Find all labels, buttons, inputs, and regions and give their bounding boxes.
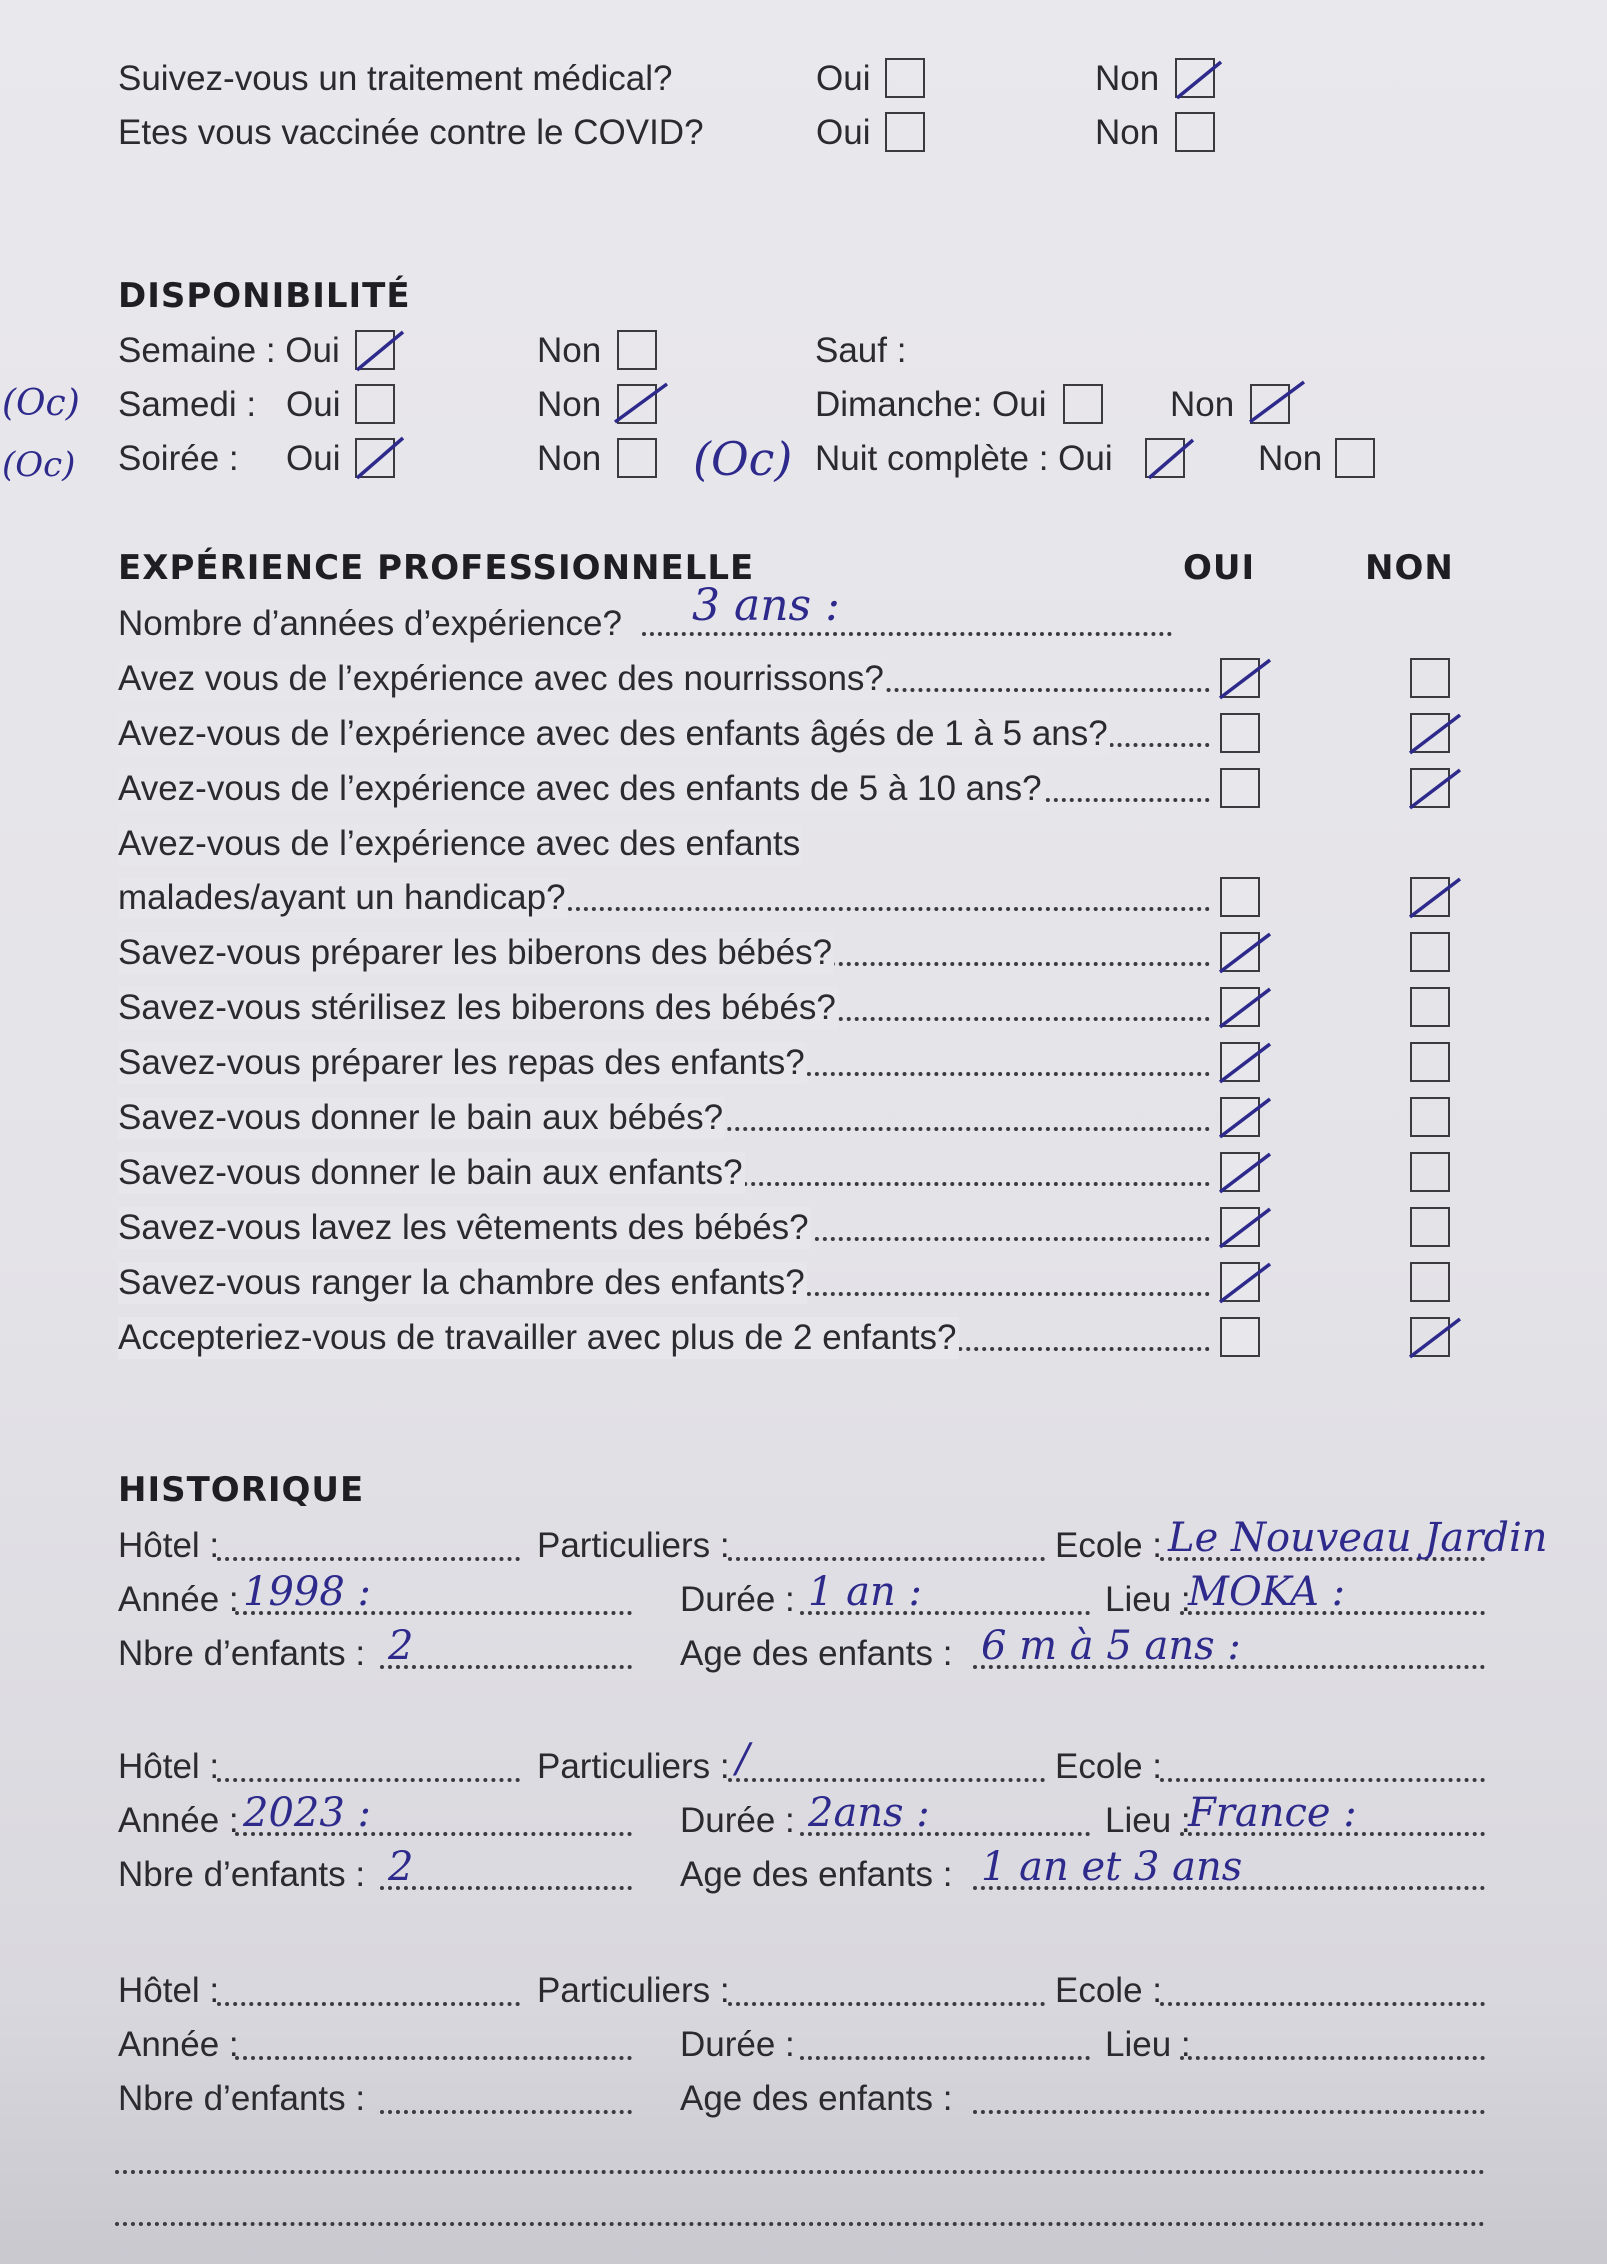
historique-dotted-line-ecole[interactable] — [1160, 2002, 1485, 2006]
experience-non-checkbox[interactable] — [1410, 768, 1450, 808]
historique-label-age: Age des enfants : — [680, 1634, 953, 1673]
check-mark-icon — [1406, 703, 1462, 763]
years-experience-dotted-line — [642, 632, 1172, 636]
historique-dotted-line-annee[interactable] — [235, 2056, 632, 2060]
historique-value-particuliers[interactable]: / — [736, 1736, 750, 1782]
historique-dotted-line-nbre[interactable] — [380, 2110, 632, 2114]
handwritten-note-nuit: (Oc) — [693, 432, 793, 486]
section-heading-historique: HISTORIQUE — [118, 1470, 365, 1510]
medical-question-2: Etes vous vaccinée contre le COVID? — [118, 113, 704, 152]
experience-non-checkbox[interactable] — [1410, 1317, 1450, 1357]
soiree-oui-label: Oui — [286, 439, 341, 478]
historique-dotted-line-nbre[interactable] — [380, 1665, 632, 1669]
sauf-label: Sauf : — [815, 331, 907, 370]
experience-question-text: Savez-vous ranger la chambre des enfants? — [118, 1263, 805, 1302]
historique-label-duree: Durée : — [680, 1801, 795, 1840]
semaine-non-checkbox[interactable] — [617, 330, 657, 370]
medical-1-oui-checkbox[interactable] — [885, 58, 925, 98]
section-heading-experience: EXPÉRIENCE PROFESSIONNELLE — [118, 548, 755, 588]
historique-label-nbre: Nbre d’enfants : — [118, 2079, 366, 2118]
soiree-label: Soirée : — [118, 439, 239, 478]
experience-non-checkbox[interactable] — [1410, 658, 1450, 698]
historique-label-ecole: Ecole : — [1055, 1747, 1162, 1786]
soiree-non-label: Non — [537, 439, 602, 478]
historique-value-nbre[interactable]: 2 — [388, 1623, 414, 1669]
historique-label-ecole: Ecole : — [1055, 1526, 1162, 1565]
experience-non-checkbox[interactable] — [1410, 1042, 1450, 1082]
check-mark-icon — [1406, 758, 1462, 818]
historique-dotted-line-particuliers[interactable] — [728, 2002, 1045, 2006]
historique-label-particuliers: Particuliers : — [537, 1747, 730, 1786]
check-mark-icon — [1141, 428, 1197, 488]
samedi-oui-label: Oui — [286, 385, 341, 424]
historique-label-hotel: Hôtel : — [118, 1971, 220, 2010]
historique-label-particuliers: Particuliers : — [537, 1971, 730, 2010]
historique-dotted-line-lieu[interactable] — [1180, 2056, 1485, 2060]
semaine-oui-checkbox[interactable] — [355, 330, 395, 370]
experience-oui-checkbox[interactable] — [1220, 877, 1260, 917]
check-mark-icon — [1216, 1087, 1272, 1147]
check-mark-icon — [613, 374, 669, 434]
check-mark-icon — [1216, 977, 1272, 1037]
experience-non-checkbox[interactable] — [1410, 987, 1450, 1027]
historique-label-annee: Année : — [118, 2025, 239, 2064]
column-header-non: NON — [1365, 548, 1454, 588]
historique-dotted-line-particuliers[interactable] — [728, 1778, 1045, 1782]
samedi-non-checkbox[interactable] — [617, 384, 657, 424]
historique-label-hotel: Hôtel : — [118, 1526, 220, 1565]
nuit-complete-label: Nuit complète : Oui — [815, 439, 1113, 478]
historique-label-ecole: Ecole : — [1055, 1971, 1162, 2010]
experience-non-checkbox[interactable] — [1410, 1262, 1450, 1302]
check-mark-icon — [1216, 1252, 1272, 1312]
experience-non-checkbox[interactable] — [1410, 932, 1450, 972]
historique-label-annee: Année : — [118, 1801, 239, 1840]
historique-label-hotel: Hôtel : — [118, 1747, 220, 1786]
historique-label-duree: Durée : — [680, 1580, 795, 1619]
samedi-non-label: Non — [537, 385, 602, 424]
historique-dotted-line-ecole[interactable] — [1160, 1778, 1485, 1782]
experience-oui-checkbox[interactable] — [1220, 1152, 1260, 1192]
years-experience-value[interactable]: 3 ans : — [692, 580, 840, 631]
soiree-non-checkbox[interactable] — [617, 438, 657, 478]
experience-question-text: Accepteriez-vous de travailler avec plus de 2 enfants? — [118, 1318, 957, 1357]
experience-oui-checkbox[interactable] — [1220, 987, 1260, 1027]
check-mark-icon — [1216, 648, 1272, 708]
medical-question-1: Suivez-vous un traitement médical? — [118, 59, 673, 98]
check-mark-icon — [1216, 1197, 1272, 1257]
historique-value-annee[interactable]: 2023 : — [243, 1790, 371, 1836]
medical-2-non-checkbox[interactable] — [1175, 112, 1215, 152]
check-mark-icon — [1216, 1142, 1272, 1202]
experience-oui-checkbox[interactable] — [1220, 1097, 1260, 1137]
historique-label-duree: Durée : — [680, 2025, 795, 2064]
experience-question-text: Savez-vous préparer les biberons des bébés? — [118, 933, 833, 972]
experience-non-checkbox[interactable] — [1410, 877, 1450, 917]
experience-question-text: Savez-vous donner le bain aux enfants? — [118, 1153, 743, 1192]
semaine-label: Semaine : Oui — [118, 331, 340, 370]
experience-oui-checkbox[interactable] — [1220, 1042, 1260, 1082]
check-mark-icon — [351, 320, 407, 380]
historique-value-annee[interactable]: 1998 : — [243, 1569, 371, 1615]
medical-2-oui-checkbox[interactable] — [885, 112, 925, 152]
historique-label-particuliers: Particuliers : — [537, 1526, 730, 1565]
experience-oui-checkbox[interactable] — [1220, 658, 1260, 698]
experience-leader-dots — [560, 907, 1210, 911]
handwritten-note-samedi: (Oc) — [2, 383, 80, 424]
experience-question-text: Savez-vous préparer les repas des enfants? — [118, 1043, 805, 1082]
experience-question-text: Avez-vous de l’expérience avec des enfants âgés de 1 à 5 ans? — [118, 714, 1108, 753]
historique-label-nbre: Nbre d’enfants : — [118, 1634, 366, 1673]
historique-dotted-line-hotel[interactable] — [217, 1557, 520, 1561]
historique-value-nbre[interactable]: 2 — [388, 1844, 414, 1890]
historique-label-age: Age des enfants : — [680, 1855, 953, 1894]
column-header-oui: OUI — [1183, 548, 1256, 588]
experience-non-checkbox[interactable] — [1410, 1152, 1450, 1192]
experience-question-text: Avez-vous de l’expérience avec des enfants de 5 à 10 ans? — [118, 769, 1042, 808]
experience-question-text: Avez-vous de l’expérience avec des enfants — [118, 824, 801, 863]
historique-label-age: Age des enfants : — [680, 2079, 953, 2118]
historique-label-nbre: Nbre d’enfants : — [118, 1855, 366, 1894]
historique-dotted-line-age[interactable] — [973, 2110, 1485, 2114]
historique-value-duree[interactable]: 2ans : — [808, 1790, 930, 1836]
historique-dotted-line-nbre[interactable] — [380, 1886, 632, 1890]
check-mark-icon — [1216, 1032, 1272, 1092]
semaine-non-label: Non — [537, 331, 602, 370]
samedi-label: Samedi : — [118, 385, 257, 424]
experience-question-text: Savez-vous stérilisez les biberons des bébés? — [118, 988, 836, 1027]
dimanche-non-checkbox[interactable] — [1250, 384, 1290, 424]
experience-oui-checkbox[interactable] — [1220, 1317, 1260, 1357]
medical-1-non-checkbox[interactable] — [1175, 58, 1215, 98]
handwritten-note-soiree: (Oc) — [2, 445, 76, 485]
check-mark-icon — [1406, 867, 1462, 927]
historique-dotted-line-hotel[interactable] — [217, 2002, 520, 2006]
dimanche-label: Dimanche: Oui — [815, 385, 1047, 424]
section-heading-disponibilite: DISPONIBILITÉ — [118, 276, 411, 316]
historique-value-age[interactable]: 6 m à 5 ans : — [981, 1623, 1241, 1669]
historique-value-duree[interactable]: 1 an : — [808, 1569, 922, 1615]
historique-label-lieu: Lieu : — [1105, 2025, 1191, 2064]
experience-oui-checkbox[interactable] — [1220, 1207, 1260, 1247]
medical-non-label-2: Non — [1095, 113, 1160, 152]
experience-oui-checkbox[interactable] — [1220, 1262, 1260, 1302]
experience-non-checkbox[interactable] — [1410, 713, 1450, 753]
historique-label-lieu: Lieu : — [1105, 1580, 1191, 1619]
experience-non-checkbox[interactable] — [1410, 1207, 1450, 1247]
samedi-oui-checkbox[interactable] — [355, 384, 395, 424]
historique-value-lieu[interactable]: France : — [1188, 1790, 1357, 1836]
historique-value-lieu[interactable]: MOKA : — [1188, 1569, 1346, 1615]
check-mark-icon — [1246, 374, 1302, 434]
historique-dotted-line-duree[interactable] — [800, 2056, 1090, 2060]
experience-oui-checkbox[interactable] — [1220, 932, 1260, 972]
historique-dotted-line-particuliers[interactable] — [728, 1557, 1045, 1561]
medical-non-label-1: Non — [1095, 59, 1160, 98]
extra-dotted-line-2[interactable] — [115, 2222, 1485, 2226]
experience-oui-checkbox[interactable] — [1220, 713, 1260, 753]
historique-label-lieu: Lieu : — [1105, 1801, 1191, 1840]
historique-dotted-line-hotel[interactable] — [217, 1778, 520, 1782]
check-mark-icon — [351, 428, 407, 488]
check-mark-icon — [1406, 1307, 1462, 1367]
nuit-non-checkbox[interactable] — [1335, 438, 1375, 478]
experience-question-text: Savez-vous donner le bain aux bébés? — [118, 1098, 724, 1137]
dimanche-non-label: Non — [1170, 385, 1235, 424]
medical-oui-label-1: Oui — [816, 59, 871, 98]
historique-value-age[interactable]: 1 an et 3 ans — [981, 1844, 1243, 1890]
medical-oui-label-2: Oui — [816, 113, 871, 152]
check-mark-icon — [1216, 922, 1272, 982]
dimanche-oui-checkbox[interactable] — [1063, 384, 1103, 424]
experience-question-text: Savez-vous lavez les vêtements des bébés? — [118, 1208, 809, 1247]
extra-dotted-line-1[interactable] — [115, 2170, 1485, 2174]
soiree-oui-checkbox[interactable] — [355, 438, 395, 478]
historique-value-ecole[interactable]: Le Nouveau Jardin — [1168, 1515, 1548, 1561]
nuit-oui-checkbox[interactable] — [1145, 438, 1185, 478]
experience-question-text: Avez vous de l’expérience avec des nourrissons? — [118, 659, 884, 698]
experience-non-checkbox[interactable] — [1410, 1097, 1450, 1137]
experience-question-text-cont: malades/ayant un handicap? — [118, 878, 566, 917]
experience-oui-checkbox[interactable] — [1220, 768, 1260, 808]
historique-label-annee: Année : — [118, 1580, 239, 1619]
years-experience-label: Nombre d’années d’expérience? — [118, 604, 622, 643]
nuit-non-label: Non — [1258, 439, 1323, 478]
check-mark-icon — [1171, 48, 1227, 108]
